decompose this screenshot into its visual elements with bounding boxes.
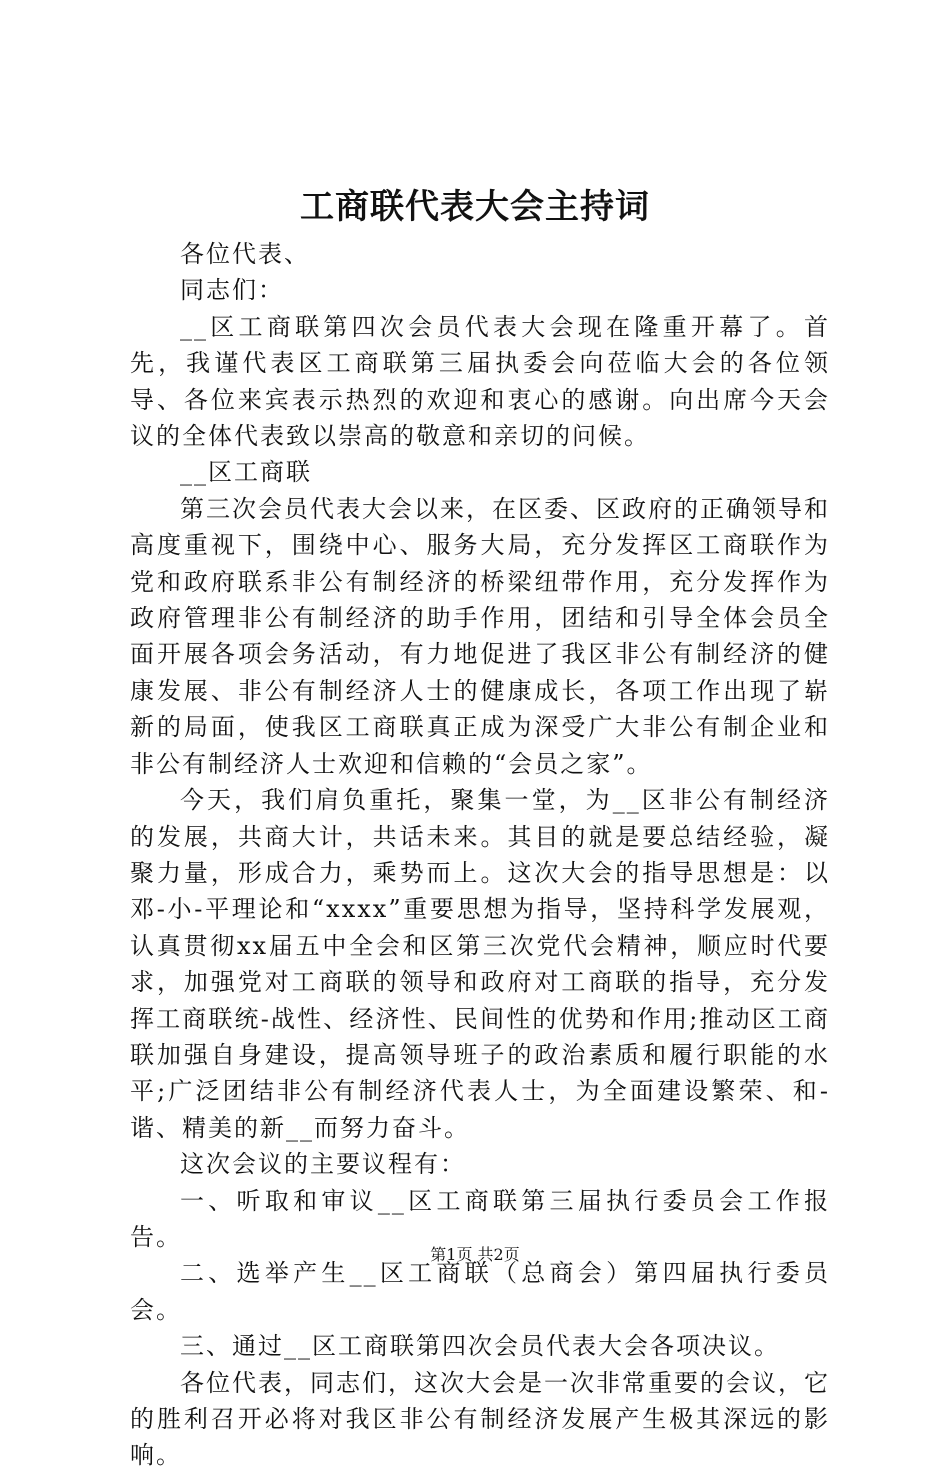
paragraph-opening: __区工商联第四次会员代表大会现在隆重开幕了。首先，我谨代表区工商联第三届执委会向莅临大会的各位领导、各位来宾表示热烈的欢迎和衷心的感谢。向出席今天会议的全体代表致以崇高的敬意和亲切的问候。 bbox=[130, 312, 830, 451]
page-footer: 第1页 共2页 bbox=[430, 1245, 520, 1264]
paragraph-greeting-comrades: 同志们： bbox=[180, 276, 284, 305]
agenda-item-2: 二、选举产生__区工商联（总商会）第四届执行委员会。 bbox=[130, 1259, 830, 1324]
document-body bbox=[130, 236, 830, 1474]
paragraph-org-name: __区工商联 bbox=[180, 458, 312, 487]
paragraph-agenda-intro: 这次会议的主要议程有： bbox=[180, 1150, 466, 1179]
agenda-item-1: 一、听取和审议__区工商联第三届执行委员会工作报告。 bbox=[130, 1186, 830, 1251]
paragraph-achievements: 第三次会员代表大会以来，在区委、区政府的正确领导和高度重视下，围绕中心、服务大局，充分发挥区工商联作为党和政府联系非公有制经济的桥梁纽带作用，充分发挥作为政府管理非公有制经济的助手作用，团结和引导全体会员全面开展各项会务活动，有力地促进了我区非公有制经济的健康发展、非公有制经济人士的健康成长，各项工作出现了崭新的局面，使我区工商联真正成为深受广大非公有制企业和非公有制经济人士欢迎和信赖的“会员之家”。 bbox=[130, 494, 830, 778]
agenda-item-3: 三、通过__区工商联第四次会员代表大会各项决议。 bbox=[180, 1332, 780, 1361]
document-title: 工商联代表大会主持词 bbox=[300, 187, 650, 227]
paragraph-greeting-delegates: 各位代表、 bbox=[180, 240, 310, 268]
paragraph-closing: 各位代表，同志们，这次大会是一次非常重要的会议，它的胜利召开必将对我区非公有制经济发展产生极其深远的影响。 bbox=[130, 1368, 830, 1470]
paragraph-guiding-thought: 今天，我们肩负重托，聚集一堂，为__区非公有制经济的发展，共商大计，共话未来。其目的就是要总结经验，凝聚力量，形成合力，乘势而上。这次大会的指导思想是：以邓-小-平理论和“xxxx”重要思想为指导，坚持科学发展观，认真贯彻xx届五中全会和区第三次党代会精神，顺应时代要求，加强党对工商联的领导和政府对工商联的指导，充分发挥工商联统-战性、经济性、民间性的优势和作用;推动区工商联加强自身建设，提高领导班子的政治素质和履行职能的水平;广泛团结非公有制经济代表人士，为全面建设繁荣、和-谐、精美的新__而努力奋斗。 bbox=[130, 786, 830, 1142]
